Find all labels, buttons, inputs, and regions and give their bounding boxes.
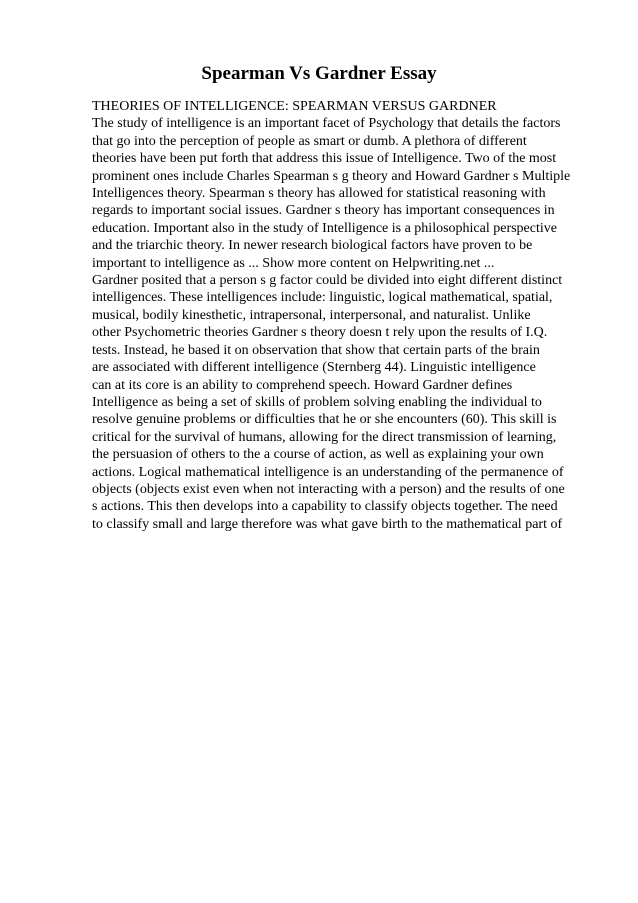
essay-line: that go into the perception of people as smart or dumb. A plethora of different [92, 133, 527, 149]
essay-line: the persuasion of others to the a course of action, as well as explaining your own [92, 447, 544, 463]
essay-line: s actions. This then develops into a capability to classify objects together. The need [92, 499, 558, 515]
essay-line: theories have been put forth that address this issue of Intelligence. Two of the most [92, 151, 557, 167]
essay-line: prominent ones include Charles Spearman s g theory and Howard Gardner s Multiple [92, 168, 571, 184]
essay-line: are associated with different intelligence (Sternberg 44). Linguistic intelligence [92, 360, 536, 376]
essay-line: regards to important social issues. Gardner s theory has important consequences in [92, 203, 555, 219]
essay-line: objects (objects exist even when not interacting with a person) and the results of one [92, 481, 565, 497]
essay-line: Intelligences theory. Spearman s theory has allowed for statistical reasoning with [92, 186, 546, 202]
essay-line: critical for the survival of humans, allowing for the direct transmission of learning, [92, 429, 557, 445]
essay-line: to classify small and large therefore was what gave birth to the mathematical part of [92, 516, 563, 532]
essay-line: THEORIES OF INTELLIGENCE: SPEARMAN VERSUS GARDNER [92, 99, 497, 114]
essay-line: Gardner posited that a person s g factor could be divided into eight different distinct [92, 273, 563, 289]
essay-line: other Psychometric theories Gardner s theory doesn t rely upon the results of I.Q. [92, 325, 548, 341]
essay-line: intelligences. These intelligences include: linguistic, logical mathematical, spatial, [92, 290, 553, 306]
essay-line: musical, bodily kinesthetic, intrapersonal, interpersonal, and naturalist. Unlike [92, 307, 531, 323]
essay-line: actions. Logical mathematical intelligence is an understanding of the permanence of [92, 464, 564, 480]
essay-line: education. Important also in the study of Intelligence is a philosophical perspective [92, 220, 557, 236]
essay-line: Intelligence as being a set of skills of problem solving enabling the individual to [92, 394, 542, 410]
essay-line: tests. Instead, he based it on observation that show that certain parts of the brain [92, 342, 540, 358]
essay-line: important to intelligence as ... Show more content on Helpwriting.net ... [92, 255, 495, 271]
essay-line: The study of intelligence is an important facet of Psychology that details the factors [92, 116, 561, 132]
essay-line: can at its core is an ability to comprehend speech. Howard Gardner defines [92, 377, 513, 393]
essay-body [92, 98, 612, 533]
essay-line: resolve genuine problems or difficulties that he or she encounters (60). This skill is [92, 412, 557, 428]
page-title: Spearman Vs Gardner Essay [201, 63, 437, 84]
essay-line: and the triarchic theory. In newer research biological factors have proven to be [92, 238, 533, 254]
